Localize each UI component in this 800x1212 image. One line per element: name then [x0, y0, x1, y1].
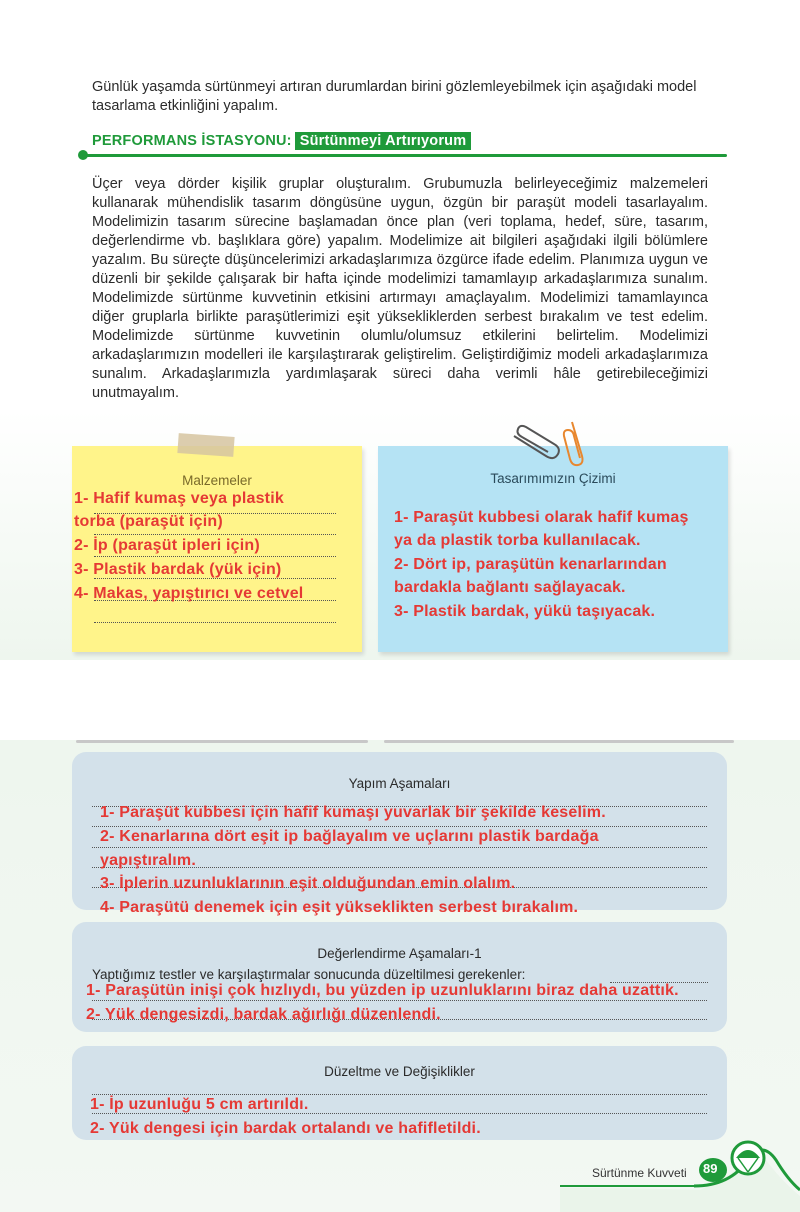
evaluation-title: Değerlendirme Aşamaları-1: [317, 946, 482, 961]
build-steps-title: Yapım Aşamaları: [348, 776, 451, 791]
build-step: 2- Kenarlarına dört eşit ip bağlayalım ve uçlarını plastik bardağa: [100, 828, 599, 845]
performance-station-title: Sürtünmeyi Artırıyorum: [295, 132, 472, 150]
note-shadow-right: [384, 740, 734, 743]
materials-item: torba (paraşüt için): [74, 513, 223, 530]
fixes-item: 1- İp uzunluğu 5 cm artırıldı.: [90, 1096, 309, 1113]
tape-strip: [177, 433, 234, 457]
materials-title: Malzemeler: [182, 473, 252, 488]
page-number: 89: [703, 1161, 718, 1176]
design-title: Tasarımımızın Çizimi: [490, 471, 616, 486]
green-divider: [82, 154, 727, 157]
materials-item: 2- İp (paraşüt ipleri için): [74, 537, 260, 554]
instructions-paragraph: Üçer veya dörder kişilik gruplar oluşturalım. Grubumuzla belirleyeceğimiz malzemeleri kullanarak mühendislik tasarım döngüsüne uygun, özgün bir paraşüt modeli tasarlayalım. Modelimizin tasarım sürecine başlamadan önce plan (veri toplama, hedef, süre, tasarım, değerlendirme vb. başlıklara göre) yapalım. Modelimize ait bilgileri aşağıdaki ilgili bölümlere yazalım. Bu süreçte düşüncelerimizi arkadaşlarımıza özgürce ifade edelim. Planımıza uygun ve düzenli bir şekilde çalışarak bir hafta içinde modelimizi tamamlayıp arkadaşlarımıza sunalım. Modelimizde sürtünme kuvvetinin etkisini artırmayı amaçlayalım. Modelimizi tamamlayınca diğer gruplarla birlikte paraşütlerimizi eşit yüksekliklerden serbest bırakalım ve test edelim. Modelimizde sürtünme kuvvetinin olumlu/olumsuz etkilerini belirtelim. Modelimizi arkadaşlarımızın modelleri ile karşılaştırarak geliştirelim. Geliştirdiğimiz modeli arkadaşlarımıza sunalım. Arkadaşlarımızla yardımlaşarak süreci daha verimli hâle getirebileceğimizi unutmayalım.: [92, 176, 708, 401]
design-item: 1- Paraşüt kubbesi olarak hafif kumaş: [394, 509, 689, 526]
performance-station-heading: [92, 133, 471, 149]
performance-station-label: PERFORMANS İSTASYONU:: [92, 133, 292, 149]
build-step: yapıştıralım.: [100, 852, 196, 869]
materials-item: 4- Makas, yapıştırıcı ve cetvel: [74, 585, 304, 602]
build-step: 1- Paraşüt kubbesi için hafif kumaşı yuvarlak bir şekilde keselim.: [100, 804, 606, 821]
materials-line: [94, 622, 336, 623]
evaluation-item: 1- Paraşütün inişi çok hızlıydı, bu yüzden ip uzunluklarını biraz daha uzattık.: [86, 982, 679, 999]
design-item: bardakla bağlantı sağlayacak.: [394, 579, 626, 596]
design-item: 2- Dört ip, paraşütün kenarlarından: [394, 556, 667, 573]
design-item: ya da plastik torba kullanılacak.: [394, 532, 641, 549]
materials-item: 3- Plastik bardak (yük için): [74, 561, 282, 578]
note-shadow-left: [76, 740, 368, 743]
evaluation-prompt: Yaptığımız testler ve karşılaştırmalar sonucunda düzeltilmesi gerekenler:: [92, 967, 526, 982]
evaluation-item: 2- Yük dengesizdi, bardak ağırlığı düzenlendi.: [86, 1006, 441, 1023]
intro-paragraph: Günlük yaşamda sürtünmeyi artıran durumlardan birini gözlemleyebilmek için aşağıdaki model tasarlama etkinliğini yapalım.: [92, 79, 697, 114]
build-step: 3- İplerin uzunluklarının eşit olduğundan emin olalım.: [100, 875, 516, 892]
fixes-title: Düzeltme ve Değişiklikler: [324, 1064, 475, 1079]
footer-section-name: Sürtünme Kuvveti: [592, 1166, 687, 1180]
design-item: 3- Plastik bardak, yükü taşıyacak.: [394, 603, 656, 620]
paperclip-icon: [508, 418, 598, 470]
fixes-item: 2- Yük dengesi için bardak ortalandı ve hafifletildi.: [90, 1120, 481, 1137]
build-step: 4- Paraşütü denemek için eşit yükseklikten serbest bırakalım.: [100, 899, 579, 916]
materials-item: 1- Hafif kumaş veya plastik: [74, 490, 284, 507]
